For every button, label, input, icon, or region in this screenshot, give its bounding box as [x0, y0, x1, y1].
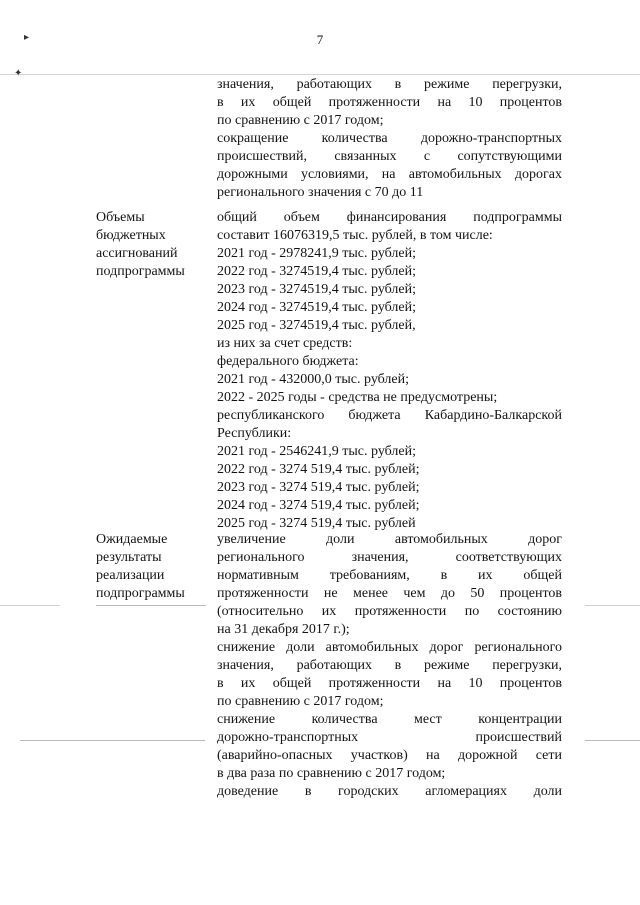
- text-line: в их общей протяженности на 10 процентов: [217, 95, 562, 110]
- text-line: 2021 год - 432000,0 тыс. рублей;: [217, 372, 410, 387]
- label-line: результаты: [96, 550, 162, 565]
- text-line: 2025 год - 3274519,4 тыс. рублей,: [217, 318, 416, 333]
- label-line: подпрограммы: [96, 586, 185, 601]
- text-line: 2023 год - 3274 519,4 тыс. рублей;: [217, 480, 420, 495]
- text-line: составит 16076319,5 тыс. рублей, в том числе:: [217, 228, 493, 243]
- text-line: по сравнению с 2017 годом;: [217, 113, 384, 128]
- scan-line: [0, 605, 60, 606]
- text-line: регионального значения с 70 до 11: [217, 185, 424, 200]
- text-line: 2024 год - 3274519,4 тыс. рублей;: [217, 300, 417, 315]
- row-results-content: [217, 531, 562, 801]
- text-line: значения, работающих в режиме перегрузки,: [217, 658, 562, 673]
- scan-line: [0, 74, 640, 75]
- text-line: на 31 декабря 2017 г.);: [217, 622, 350, 637]
- label-line: подпрограммы: [96, 264, 185, 279]
- row-continued-content: [217, 76, 562, 202]
- text-line: (аварийно-опасных участков) на дорожной сети: [217, 748, 562, 763]
- label-line: реализации: [96, 568, 165, 583]
- row-budget-content: [217, 209, 562, 533]
- text-line: регионального значения, соответствующих: [217, 550, 562, 565]
- scan-line: [96, 605, 206, 606]
- text-line: нормативным требованиям, в их общей: [217, 568, 562, 583]
- text-line: доведение в городских агломерациях доли: [217, 784, 562, 799]
- scan-line: [585, 740, 640, 741]
- page-number: 7: [316, 32, 324, 47]
- text-line: из них за счет средств:: [217, 336, 353, 351]
- text-line: республиканского бюджета Кабардино-Балкарской: [217, 408, 562, 423]
- text-line: 2022 год - 3274519,4 тыс. рублей;: [217, 264, 417, 279]
- text-line: (относительно их протяженности по состоянию: [217, 604, 562, 619]
- text-line: федерального бюджета:: [217, 354, 359, 369]
- row-budget-label: [96, 209, 208, 281]
- scan-mark: ▸: [24, 32, 30, 43]
- text-line: 2025 год - 3274 519,4 тыс. рублей: [217, 516, 416, 531]
- text-line: снижение доли автомобильных дорог регионального: [217, 640, 562, 655]
- text-line: сокращение количества дорожно-транспортных: [217, 131, 562, 146]
- label-line: бюджетных: [96, 228, 166, 243]
- scan-mark: ✦: [14, 68, 23, 79]
- text-line: 2022 год - 3274 519,4 тыс. рублей;: [217, 462, 420, 477]
- text-line: дорожными условиями, на автомобильных дорогах: [217, 167, 562, 182]
- text-line: 2022 - 2025 годы - средства не предусмотрены;: [217, 390, 498, 405]
- label-line: ассигнований: [96, 246, 178, 261]
- text-line: в два раза по сравнению с 2017 годом;: [217, 766, 446, 781]
- text-line: происшествий, связанных с сопутствующими: [217, 149, 562, 164]
- text-line: 2021 год - 2546241,9 тыс. рублей;: [217, 444, 417, 459]
- text-line: 2024 год - 3274 519,4 тыс. рублей;: [217, 498, 420, 513]
- label-line: Объемы: [96, 210, 145, 225]
- text-line: общий объем финансирования подпрограммы: [217, 210, 562, 225]
- text-line: по сравнению с 2017 годом;: [217, 694, 384, 709]
- text-line: значения, работающих в режиме перегрузки,: [217, 77, 562, 92]
- scan-line: [585, 605, 640, 606]
- text-line: протяженности не менее чем до 50 процентов: [217, 586, 562, 601]
- text-line: увеличение доли автомобильных дорог: [217, 532, 562, 547]
- text-line: дорожно-транспортных происшествий: [217, 730, 562, 745]
- text-line: в их общей протяженности на 10 процентов: [217, 676, 562, 691]
- row-results-label: [96, 531, 208, 603]
- text-line: 2021 год - 2978241,9 тыс. рублей;: [217, 246, 417, 261]
- text-line: снижение количества мест концентрации: [217, 712, 562, 727]
- scan-line: [20, 740, 205, 741]
- text-line: Республики:: [217, 426, 292, 441]
- text-line: 2023 год - 3274519,4 тыс. рублей;: [217, 282, 417, 297]
- label-line: Ожидаемые: [96, 532, 168, 547]
